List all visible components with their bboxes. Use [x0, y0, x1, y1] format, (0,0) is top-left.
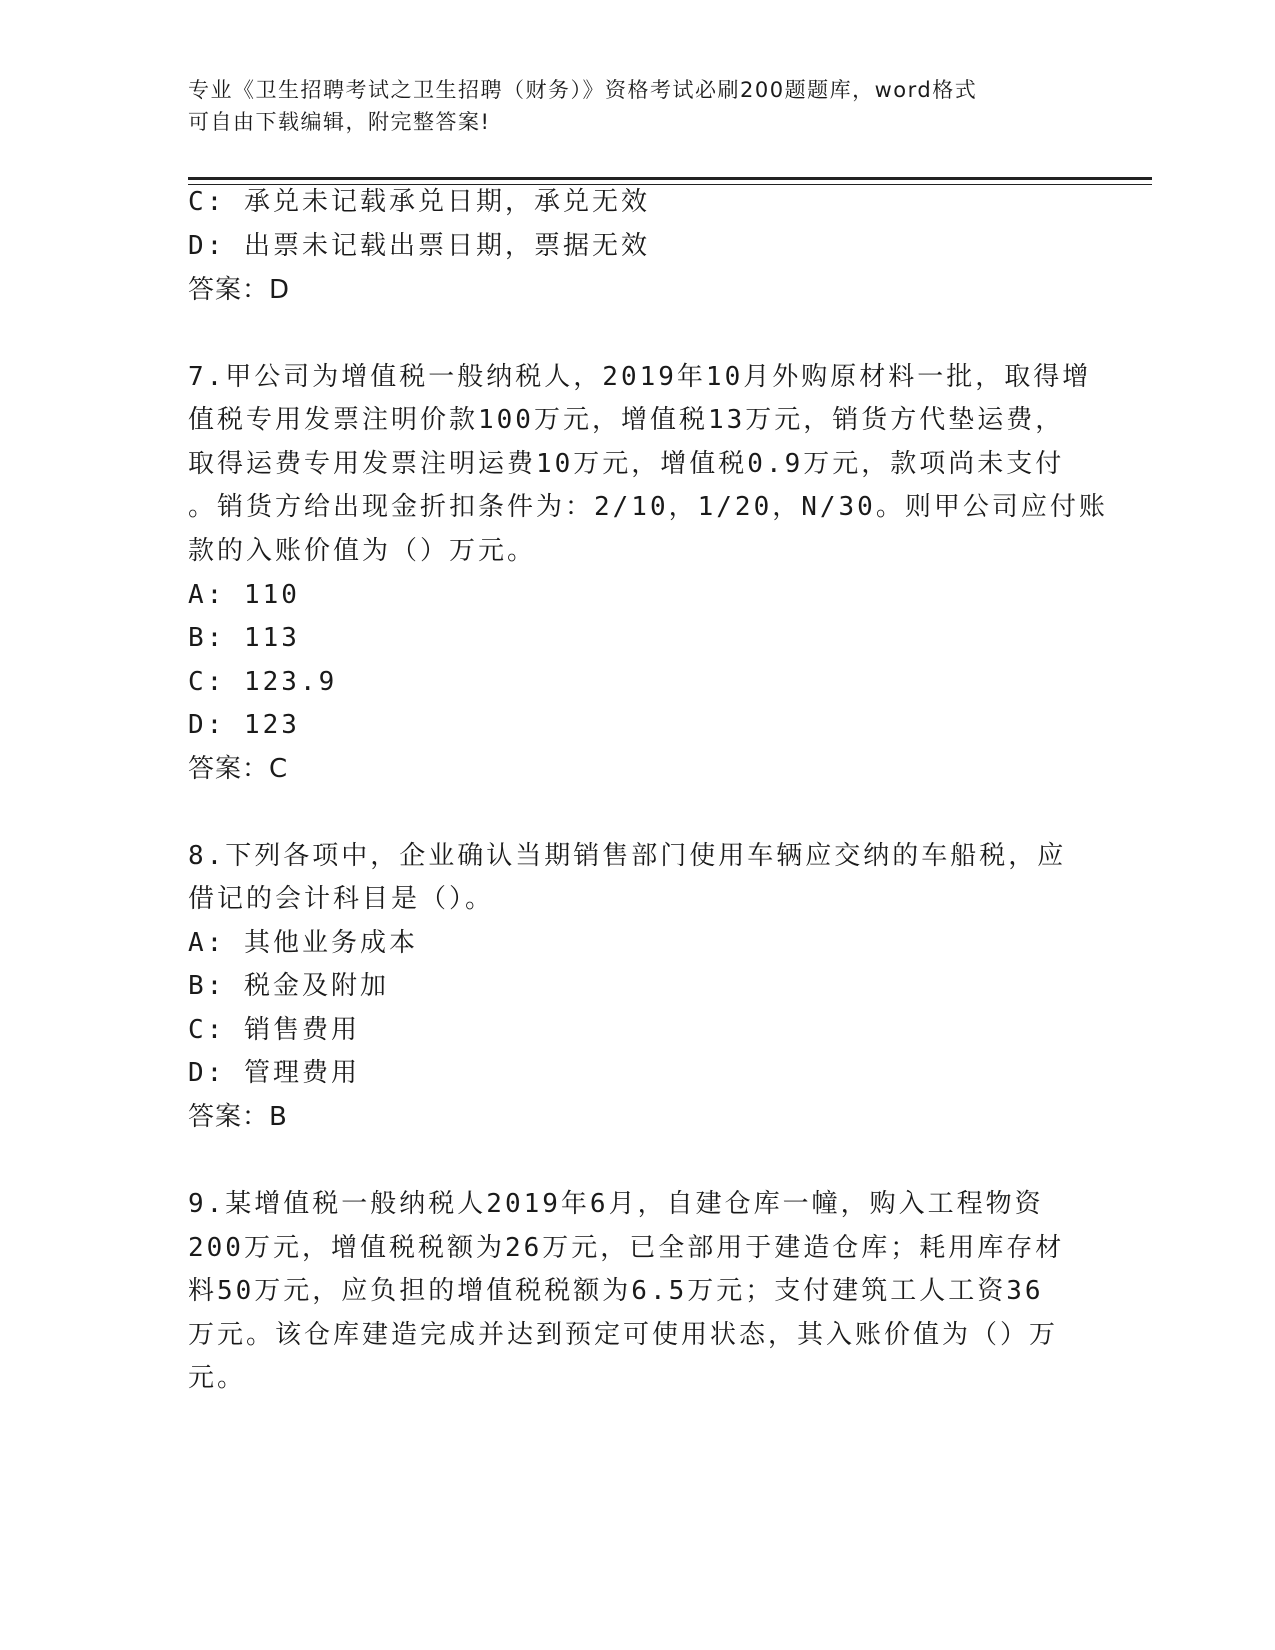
q8-answer: 答案：B — [188, 1102, 288, 1132]
q6-option-d: D: 出票未记载出票日期，票据无效 — [188, 231, 650, 261]
q7-answer: 答案：C — [188, 754, 289, 784]
q6-answer: 答案：D — [188, 275, 291, 305]
q7-stem-line-2: 值税专用发票注明价款100万元，增值税13万元，销货方代垫运费， — [188, 405, 1065, 435]
header-title-line-2: 可自由下载编辑，附完整答案! — [188, 110, 491, 134]
q8-option-d: D: 管理费用 — [188, 1058, 360, 1088]
q7-option-c: C: 123.9 — [188, 667, 338, 697]
q6-option-c: C: 承兑未记载承兑日期，承兑无效 — [188, 187, 650, 217]
q8-stem-line-2: 借记的会计科目是（）。 — [188, 884, 495, 914]
q7-option-a: A: 110 — [188, 580, 300, 610]
header-title-line-1: 专业《卫生招聘考试之卫生招聘（财务）》资格考试必刷200题题库，word格式 — [188, 78, 978, 102]
q7-stem-line-3: 取得运费专用发票注明运费10万元，增值税0.9万元，款项尚未支付 — [188, 449, 1065, 479]
q7-stem-line-5: 款的入账价值为（）万元。 — [188, 536, 537, 566]
q9-stem-line-1: 9.某增值税一般纳税人2019年6月，自建仓库一幢，购入工程物资 — [188, 1189, 1044, 1219]
page-header — [188, 74, 1088, 138]
header-divider-thin — [188, 184, 1152, 185]
q7-stem-line-4: 。销货方给出现金折扣条件为：2/10，1/20，N/30。则甲公司应付账 — [188, 492, 1108, 522]
q8-option-b: B: 税金及附加 — [188, 971, 389, 1001]
q7-stem-line-1: 7.甲公司为增值税一般纳税人，2019年10月外购原材料一批，取得增 — [188, 362, 1092, 392]
q8-option-a: A: 其他业务成本 — [188, 928, 418, 958]
q9-stem-line-2: 200万元，增值税税额为26万元，已全部用于建造仓库；耗用库存材 — [188, 1233, 1065, 1263]
header-divider-thick — [188, 177, 1152, 180]
q9-stem-line-5: 元。 — [188, 1363, 247, 1393]
q8-stem-line-1: 8.下列各项中，企业确认当期销售部门使用车辆应交纳的车船税，应 — [188, 841, 1067, 871]
q7-option-b: B: 113 — [188, 623, 300, 653]
q7-option-d: D: 123 — [188, 710, 300, 740]
q9-stem-line-3: 料50万元，应负担的增值税税额为6.5万元；支付建筑工人工资36 — [188, 1276, 1044, 1306]
q9-stem-line-4: 万元。该仓库建造完成并达到预定可使用状态，其入账价值为（）万 — [188, 1320, 1059, 1350]
q8-option-c: C: 销售费用 — [188, 1015, 360, 1045]
